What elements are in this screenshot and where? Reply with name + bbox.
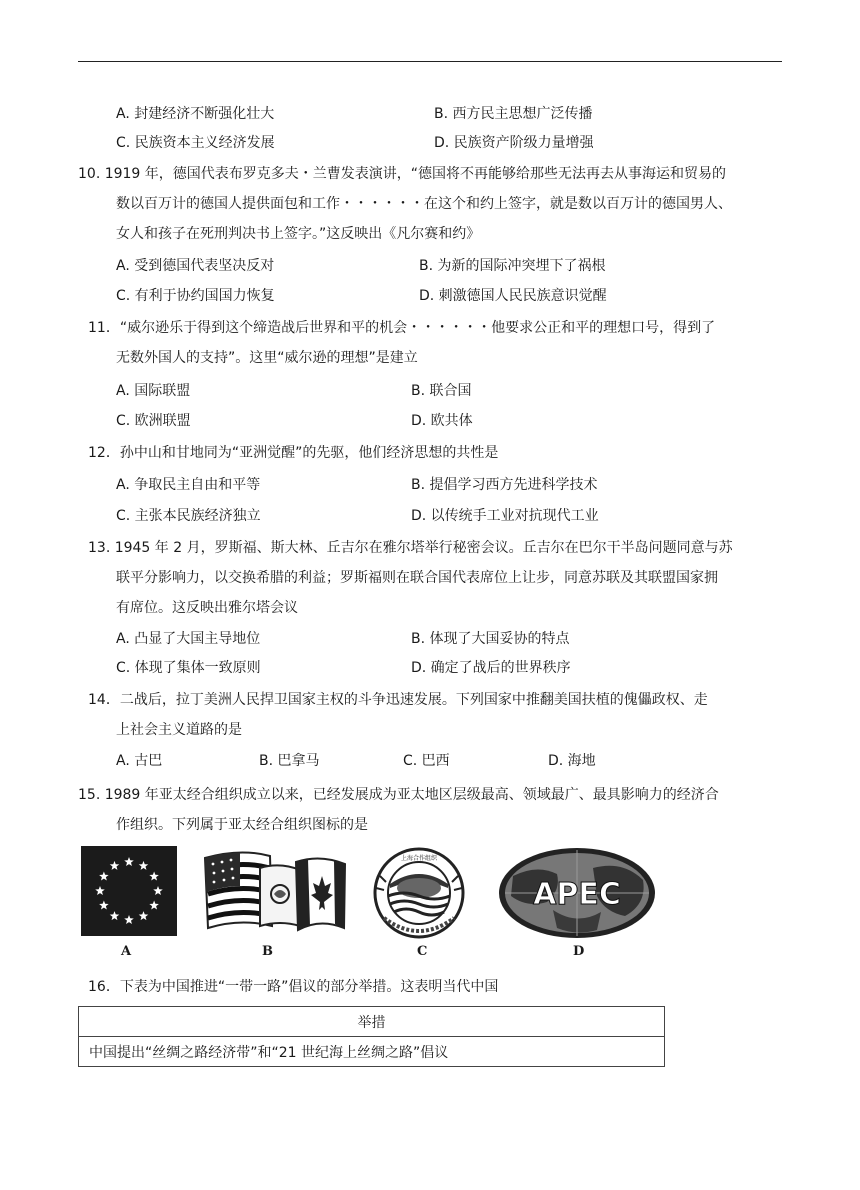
logo-label-a: A: [121, 944, 132, 959]
q11-option-b[interactable]: B. 联合国: [411, 383, 472, 399]
q9-option-d[interactable]: D. 民族资产阶级力量增强: [434, 135, 594, 151]
q12-stem: 12．孙中山和甘地同为“亚洲觉醒”的先驱，他们经济思想的共性是: [88, 445, 499, 461]
q13-option-c[interactable]: C. 体现了集体一致原则: [116, 660, 261, 676]
q11-stem-line-1: 11．“威尔逊乐于得到这个缔造战后世界和平的机会・・・・・・他要求公正和平的理想口号，得到了: [88, 320, 716, 336]
q10-stem-line-3: 女人和孩子在死刑判决书上签字。”这反映出《凡尔赛和约》: [116, 226, 481, 242]
q10-option-b[interactable]: B. 为新的国际冲突埋下了祸根: [419, 258, 606, 274]
q11-stem-line-2: 无数外国人的支持”。这里“威尔逊的理想”是建立: [116, 350, 418, 366]
header-rule: [78, 61, 782, 62]
sco-logo[interactable]: [362, 846, 476, 940]
nafta-flags-logo[interactable]: [200, 846, 350, 938]
q11-option-a[interactable]: A. 国际联盟: [116, 383, 191, 399]
q14-option-b[interactable]: B. 巴拿马: [259, 753, 320, 769]
q9-option-b[interactable]: B. 西方民主思想广泛传播: [434, 106, 593, 122]
apec-logo[interactable]: [497, 846, 657, 940]
mexico-flag-icon: [260, 865, 300, 926]
q12-option-d[interactable]: D. 以传统手工业对抗现代工业: [411, 508, 599, 524]
sco-ring-text: 上海合作组织: [400, 855, 438, 862]
q14-stem-line-2: 上社会主义道路的是: [116, 722, 242, 738]
q9-option-a[interactable]: A. 封建经济不断强化壮大: [116, 106, 275, 122]
q13-stem-line-3: 有席位。这反映出雅尔塔会议: [116, 600, 298, 616]
q14-option-c[interactable]: C. 巴西: [403, 753, 450, 769]
table-header: 举措: [79, 1007, 665, 1037]
q12-option-a[interactable]: A. 争取民主自由和平等: [116, 477, 261, 493]
logo-label-b: B: [262, 944, 273, 959]
q10-option-c[interactable]: C. 有利于协约国国力恢复: [116, 288, 275, 304]
q14-option-d[interactable]: D. 海地: [548, 753, 596, 769]
q13-stem-line-2: 联平分影响力，以交换希腊的利益；罗斯福则在联合国代表席位上让步，同意苏联及其联盟国家拥: [116, 570, 718, 586]
eu-flag-logo[interactable]: [81, 846, 177, 936]
q12-option-b[interactable]: B. 提倡学习西方先进科学技术: [411, 477, 598, 493]
q13-option-d[interactable]: D. 确定了战后的世界秩序: [411, 660, 571, 676]
q10-option-a[interactable]: A. 受到德国代表坚决反对: [116, 258, 275, 274]
q13-stem-line-1: 13. 1945 年 2 月，罗斯福、斯大林、丘吉尔在雅尔塔举行秘密会议。丘吉尔在巴尔干半岛问题同意与苏: [88, 540, 733, 556]
q14-stem-line-1: 14．二战后，拉丁美洲人民捍卫国家主权的斗争迅速发展。下列国家中推翻美国扶植的傀儡政权、走: [88, 692, 708, 708]
q11-option-d[interactable]: D. 欧共体: [411, 413, 473, 429]
table-row: 中国提出“丝绸之路经济带”和“21 世纪海上丝绸之路”倡议: [79, 1037, 665, 1067]
canada-flag-icon: [296, 858, 345, 930]
q15-stem-line-2: 作组织。下列属于亚太经合组织图标的是: [116, 817, 368, 833]
apec-wordmark: APEC: [533, 877, 621, 912]
q16-stem: 16．下表为中国推进“一带一路”倡议的部分举措。这表明当代中国: [88, 979, 499, 995]
q10-stem-line-1: 10. 1919 年，德国代表布罗克多夫・兰曹发表演讲，“德国将不再能够给那些无法再去从事海运和贸易的: [78, 166, 727, 182]
q10-option-d[interactable]: D. 刺激德国人民民族意识觉醒: [419, 288, 607, 304]
q9-option-c[interactable]: C. 民族资本主义经济发展: [116, 135, 275, 151]
logo-label-c: C: [417, 944, 428, 959]
q11-option-c[interactable]: C. 欧洲联盟: [116, 413, 191, 429]
q14-option-a[interactable]: A. 古巴: [116, 753, 163, 769]
q13-option-a[interactable]: A. 凸显了大国主导地位: [116, 631, 261, 647]
q12-option-c[interactable]: C. 主张本民族经济独立: [116, 508, 261, 524]
q13-option-b[interactable]: B. 体现了大国妥协的特点: [411, 631, 570, 647]
measures-table: [78, 1006, 665, 1067]
q10-stem-line-2: 数以百万计的德国人提供面包和工作・・・・・・在这个和约上签字，就是数以百万计的德国男人、: [116, 196, 732, 212]
logo-label-d: D: [573, 944, 585, 959]
q15-stem-line-1: 15. 1989 年亚太经合组织成立以来，已经发展成为亚太地区层级最高、领域最广、最具影响力的经济合: [78, 787, 719, 803]
